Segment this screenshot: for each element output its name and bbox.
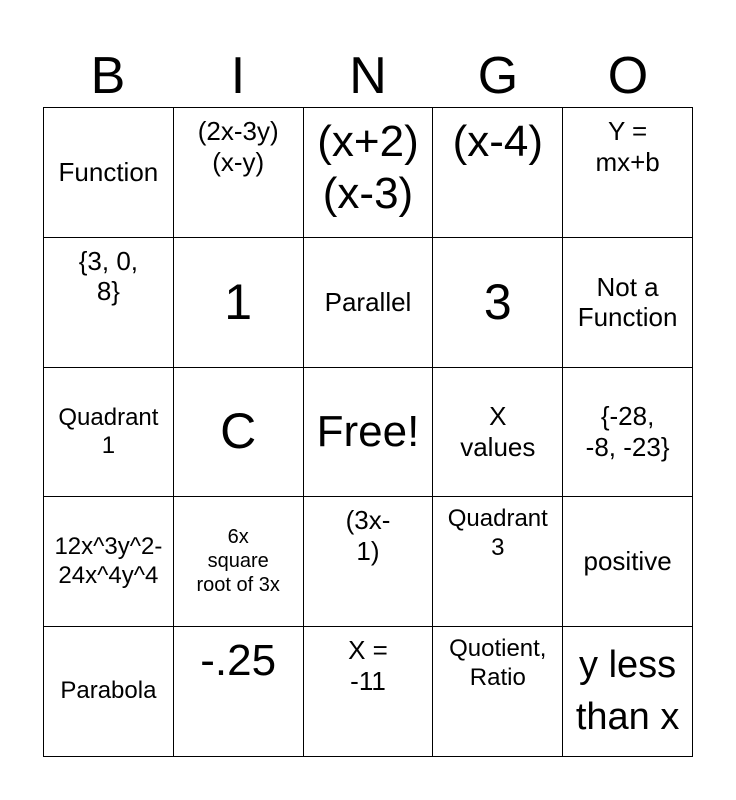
header-letter-o: O: [607, 47, 649, 105]
cell-text: Function: [58, 157, 159, 188]
cell-text: Free!: [316, 407, 420, 457]
cell-text: Quotient, Ratio: [449, 635, 547, 691]
bingo-cell[interactable]: [174, 238, 304, 368]
cell-text: 3: [483, 273, 512, 330]
header-letter-n: N: [349, 47, 387, 105]
bingo-cell[interactable]: [304, 238, 434, 368]
cell-text: 12x^3y^2- 24x^4y^4: [54, 533, 163, 589]
bingo-cell[interactable]: [433, 627, 563, 757]
cell-text: X = -11: [348, 635, 388, 696]
bingo-cell[interactable]: [44, 108, 174, 238]
bingo-cell[interactable]: [433, 108, 563, 238]
cell-text: Y = mx+b: [595, 116, 660, 177]
bingo-cell[interactable]: [44, 497, 174, 627]
bingo-cell[interactable]: [433, 368, 563, 498]
bingo-cell[interactable]: [433, 238, 563, 368]
cell-text: positive: [583, 546, 672, 577]
cell-text: Quadrant 1: [58, 403, 159, 459]
bingo-cell[interactable]: [304, 627, 434, 757]
bingo-cell[interactable]: [304, 108, 434, 238]
bingo-cell[interactable]: [44, 238, 174, 368]
cell-text: Parallel: [324, 286, 412, 317]
cell-text: X values: [460, 401, 536, 462]
bingo-cell[interactable]: [563, 368, 693, 498]
bingo-cell[interactable]: [174, 497, 304, 627]
header-letter-g: G: [477, 47, 519, 105]
cell-text: {3, 0, 8}: [78, 245, 139, 307]
bingo-cell[interactable]: [174, 108, 304, 238]
bingo-cell[interactable]: [563, 627, 693, 757]
cell-text: Parabola: [60, 677, 157, 705]
free-space: [304, 368, 434, 498]
bingo-cell[interactable]: [174, 627, 304, 757]
cell-text: {-28, -8, -23}: [585, 401, 670, 462]
cell-text: (x+2) (x-3): [317, 117, 419, 218]
cell-text: C: [220, 403, 257, 460]
cell-text: -.25: [200, 636, 277, 686]
cell-text: (3x- 1): [345, 505, 391, 567]
bingo-cell[interactable]: [563, 238, 693, 368]
bingo-board: [43, 107, 693, 757]
bingo-header: [43, 46, 693, 106]
cell-text: 6x square root of 3x: [196, 526, 280, 596]
header-letter-i: I: [230, 47, 246, 105]
bingo-cell[interactable]: [563, 497, 693, 627]
bingo-cell[interactable]: [174, 368, 304, 498]
cell-text: (x-4): [452, 117, 543, 166]
bingo-cell[interactable]: [304, 497, 434, 627]
bingo-cell[interactable]: [44, 368, 174, 498]
cell-text: Quadrant 3: [447, 505, 548, 561]
cell-text: Not a Function: [577, 271, 678, 333]
cell-text: 1: [224, 273, 253, 330]
cell-text: y less than x: [575, 644, 680, 738]
cell-text: (2x-3y) (x-y): [197, 116, 279, 177]
bingo-cell[interactable]: [44, 627, 174, 757]
bingo-cell[interactable]: [563, 108, 693, 238]
header-letter-b: B: [90, 47, 126, 105]
bingo-cell[interactable]: [433, 497, 563, 627]
